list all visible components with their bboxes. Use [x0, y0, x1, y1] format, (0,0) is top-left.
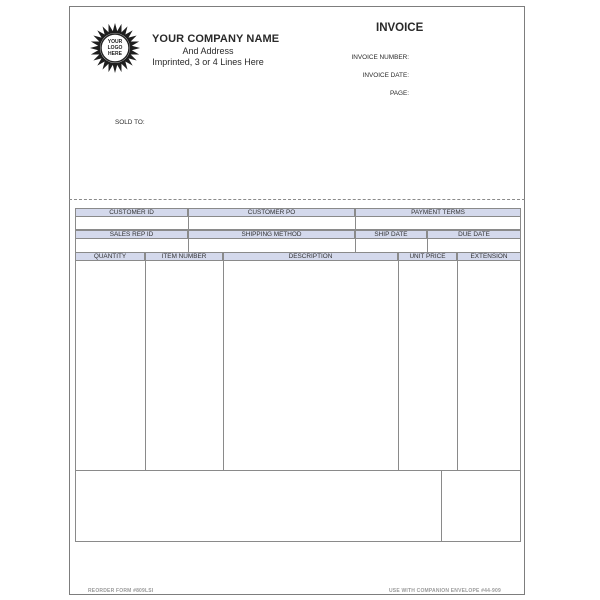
page-label: PAGE:	[389, 90, 409, 97]
totals-box-divider	[441, 470, 442, 542]
shipping-method-header: SHIPPING METHOD	[188, 230, 355, 239]
sales-rep-id-header: SALES REP ID	[75, 230, 188, 239]
line-items-table	[75, 252, 521, 542]
due-date-header: DUE DATE	[427, 230, 521, 239]
unit-price-header: UNIT PRICE	[398, 252, 457, 261]
company-address-line-2: Imprinted, 3 or 4 Lines Here	[152, 57, 264, 67]
logo-text-line-2: LOGO	[107, 45, 123, 51]
logo-text-line-3: HERE	[108, 51, 122, 57]
payment-terms-header: PAYMENT TERMS	[355, 208, 521, 217]
customer-id-header: CUSTOMER ID	[75, 208, 188, 217]
company-name: YOUR COMPANY NAME	[152, 33, 280, 45]
description-header: DESCRIPTION	[223, 252, 398, 261]
customer-po-header: CUSTOMER PO	[188, 208, 355, 217]
totals-divider	[75, 470, 521, 471]
ship-date-header: SHIP DATE	[355, 230, 427, 239]
logo-text-line-1: YOUR	[107, 39, 123, 45]
companion-envelope-note: USE WITH COMPANION ENVELOPE #44-909	[389, 588, 501, 594]
quantity-header: QUANTITY	[75, 252, 145, 261]
invoice-number-label: INVOICE NUMBER:	[351, 54, 409, 61]
extension-header: EXTENSION	[457, 252, 521, 261]
invoice-title: INVOICE	[376, 22, 424, 34]
perforation-line	[69, 199, 525, 200]
item-number-header: ITEM NUMBER	[145, 252, 223, 261]
sold-to-label: SOLD TO:	[115, 119, 145, 126]
company-address-line-1: And Address	[182, 46, 234, 56]
invoice-date-label: INVOICE DATE:	[362, 72, 409, 79]
company-logo-icon	[89, 22, 141, 74]
reorder-form-note: REORDER FORM #809LSI	[88, 588, 154, 594]
